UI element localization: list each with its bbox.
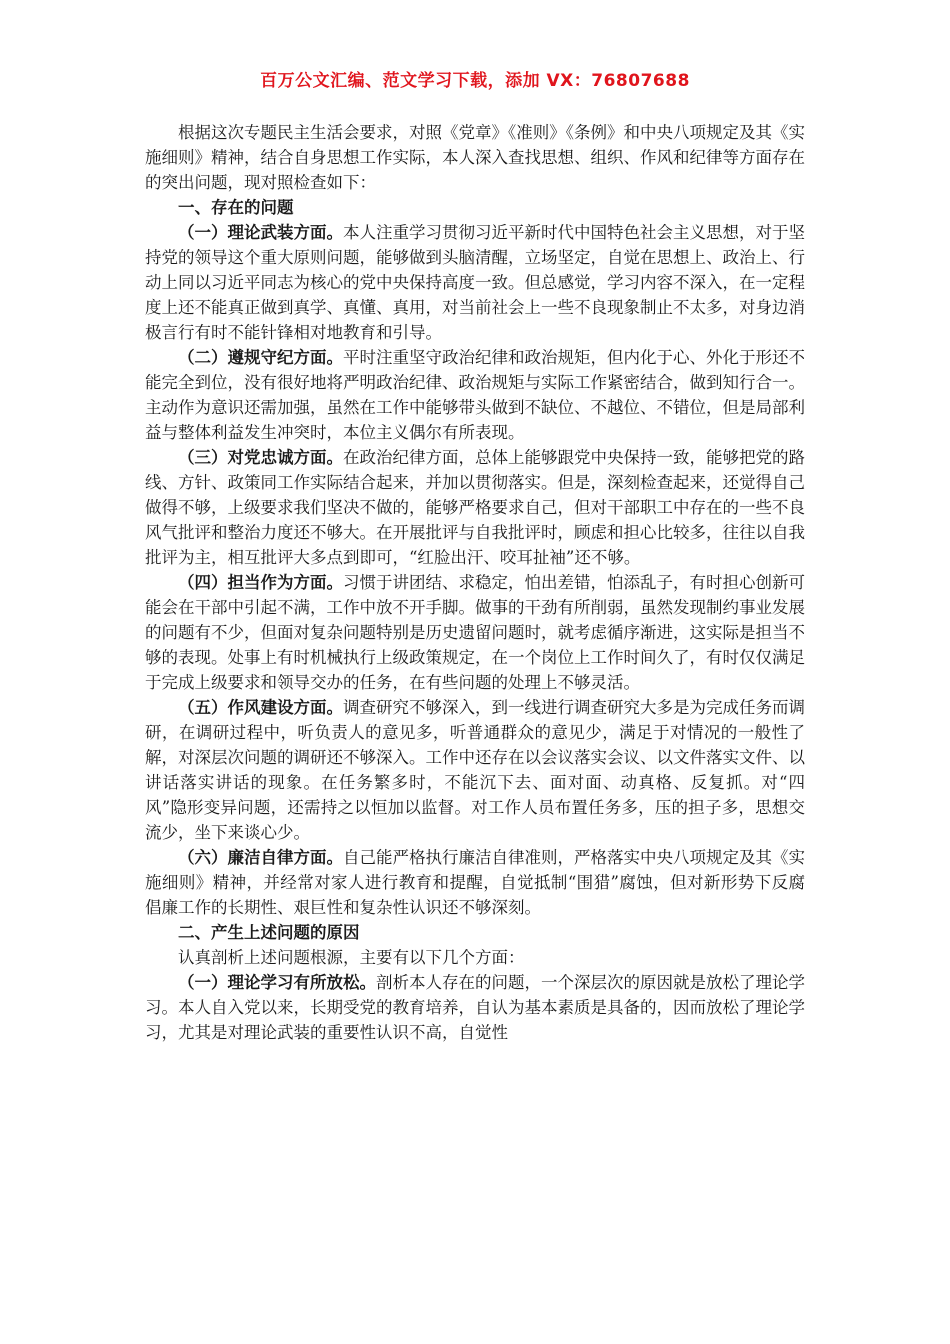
paragraph-study xyxy=(145,970,805,1045)
paragraph-text: 在政治纪律方面，总体上能够跟党中央保持一致，能够把党的路线、方针、政策同工作实际结合起来，并加以贯彻落实。但是，深刻检查起来，还觉得自己做得不够，上级要求我们坚决不做的，能够严格要求自己，但对干部职工中存在的一些不良风气批评和整治力度还不够大。在开展批评与自我批评时，顾虑和担心比较多，往往以自我批评为主，相互批评大多点到即可，“红脸出汗、咬耳扯袖”还不够。 xyxy=(145,448,805,567)
paragraph-loyalty xyxy=(145,445,805,570)
paragraph-responsibility xyxy=(145,570,805,695)
paragraph-lead: （五）作风建设方面。 xyxy=(178,698,343,717)
paragraph-theory xyxy=(145,220,805,345)
paragraph-text: 习惯于讲团结、求稳定，怕出差错，怕添乱子，有时担心创新可能会在干部中引起不满，工作中放不开手脚。做事的干劲有所削弱，虽然发现制约事业发展的问题有不少，但面对复杂问题特别是历史遗留问题时，就考虑循序渐进，这实际是担当不够的表现。处事上有时机械执行上级政策规定，在一个岗位上工作时间久了，有时仅仅满足于完成上级要求和领导交办的任务，在有些问题的处理上不够灵活。 xyxy=(145,573,805,692)
paragraph-text: 调查研究不够深入，到一线进行调查研究大多是为完成任务而调研，在调研过程中，听负责人的意见多，听普通群众的意见少，满足于对情况的一般性了解，对深层次问题的调研还不够深入。工作中还存在以会议落实会议、以文件落实文件、以讲话落实讲话的现象。在任务繁多时，不能沉下去、面对面、动真格、反复抓。对“四风”隐形变异问题，还需持之以恒加以监督。对工作人员布置任务多，压的担子多，思想交流少，坐下来谈心少。 xyxy=(145,698,805,842)
section-heading-causes: 二、产生上述问题的原因 xyxy=(178,923,360,942)
paragraph-discipline xyxy=(145,345,805,445)
paragraph-lead: （四）担当作为方面。 xyxy=(178,573,343,592)
paragraph-integrity xyxy=(145,845,805,920)
paragraph-text: 平时注重坚守政治纪律和政治规矩，但内化于心、外化于形还不能完全到位，没有很好地将严明政治纪律、政治规矩与实际工作紧密结合，做到知行合一。主动作为意识还需加强，虽然在工作中能够带头做到不缺位、不越位、不错位，但是局部利益与整体利益发生冲突时，本位主义偶尔有所表现。 xyxy=(145,348,805,442)
paragraph-lead: （二）遵规守纪方面。 xyxy=(178,348,343,367)
paragraph-text: 剖析本人存在的问题，一个深层次的原因就是放松了理论学习。本人自入党以来，长期受党的教育培养，自认为基本素质是具备的，因而放松了理论学习，尤其是对理论武装的重要性认识不高，自觉性 xyxy=(145,973,805,1042)
section-heading-problems: 一、存在的问题 xyxy=(178,198,294,217)
paragraph-lead: （六）廉洁自律方面。 xyxy=(178,848,343,867)
paragraph-lead: （三）对党忠诚方面。 xyxy=(178,448,343,467)
paragraph-text: 本人注重学习贯彻习近平新时代中国特色社会主义思想，对于坚持党的领导这个重大原则问题，能够做到头脑清醒，立场坚定，自觉在思想上、政治上、行动上同以习近平同志为核心的党中央保持高度一致。但总感觉，学习内容不深入，在一定程度上还不能真正做到真学、真懂、真用，对当前社会上一些不良现象制止不太多，对身边消极言行有时不能针锋相对地教育和引导。 xyxy=(145,223,805,342)
document-body xyxy=(145,120,805,1045)
paragraph-lead: （一）理论学习有所放松。 xyxy=(178,973,376,992)
intro-paragraph: 根据这次专题民主生活会要求，对照《党章》《准则》《条例》和中央八项规定及其《实施细则》精神，结合自身思想工作实际，本人深入查找思想、组织、作风和纪律等方面存在的突出问题，现对照检查如下： xyxy=(145,123,805,192)
causes-intro: 认真剖析上述问题根源，主要有以下几个方面： xyxy=(178,948,525,967)
paragraph-work-style xyxy=(145,695,805,845)
paragraph-lead: （一）理论武装方面。 xyxy=(178,223,343,242)
download-banner: 百万公文汇编、范文学习下载，添加 VX：76807688 xyxy=(260,71,690,91)
paragraph-text: 自己能严格执行廉洁自律准则，严格落实中央八项规定及其《实施细则》精神，并经常对家人进行教育和提醒，自觉抵制“围猎”腐蚀，但对新形势下反腐倡廉工作的长期性、艰巨性和复杂性认识还不够深刻。 xyxy=(145,848,805,917)
